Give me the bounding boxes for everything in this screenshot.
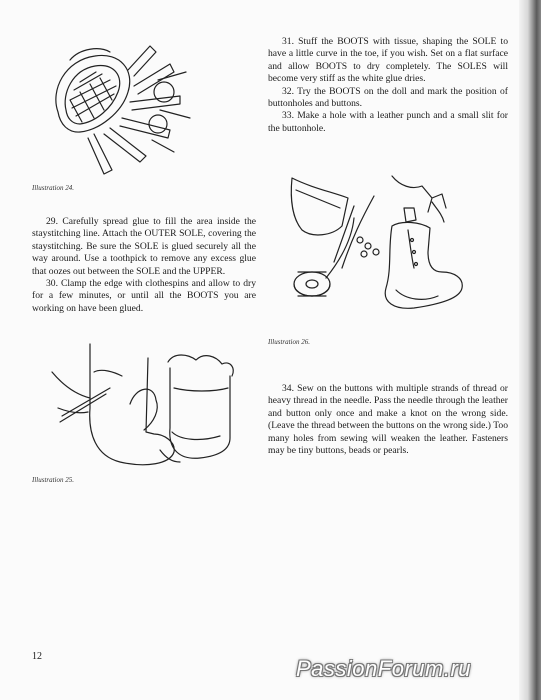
page-number: 12 bbox=[32, 651, 42, 662]
step-30: 30. Clamp the edge with clothespins and allow to dry for a few minutes, or until all the BOOTS you are working on have been glued. bbox=[32, 278, 256, 314]
instructions-34 bbox=[268, 383, 508, 457]
step-34: 34. Sew on the buttons with multiple strands of thread or heavy thread in the needle. Pass the needle through the leather and button only once and make a knot on the wrong side. (Leave the thread between the buttons on the wrong side.) Too many holes from sewing will weaken the leather. Fasteners may be tiny buttons, beads or pearls. bbox=[268, 383, 508, 457]
illustration-25 bbox=[50, 338, 250, 478]
caption-illustration-25: Illustration 25. bbox=[32, 476, 75, 484]
step-29: 29. Carefully spread glue to fill the area inside the staystitching line. Attach the OUTER SOLE, covering the staystitching. Be sure the SOLE is glued securely all the way around. Use a toothpick to remove any excess glue that oozes out between the SOLE and the UPPER. bbox=[32, 216, 256, 277]
instructions-31-33 bbox=[268, 36, 508, 135]
step-31: 31. Stuff the BOOTS with tissue, shaping the SOLE to have a little curve in the toe, if you wish. Set on a flat surface and allow BOOTS to dry completely. The SOLES will become very stiff as the white glue dries. bbox=[268, 36, 508, 85]
step-32: 32. Try the BOOTS on the doll and mark the position of buttonholes and buttons. bbox=[268, 85, 508, 110]
illustration-26 bbox=[282, 168, 502, 328]
page-binding-edge bbox=[519, 0, 541, 700]
step-33: 33. Make a hole with a leather punch and a small slit for the buttonhole. bbox=[268, 110, 508, 134]
caption-illustration-24: Illustration 24. bbox=[32, 184, 75, 192]
instructions-29-30 bbox=[32, 216, 256, 315]
illustration-24 bbox=[40, 40, 240, 180]
caption-illustration-26: Illustration 26. bbox=[268, 338, 311, 346]
watermark-text: PassionForum.ru bbox=[296, 656, 472, 681]
